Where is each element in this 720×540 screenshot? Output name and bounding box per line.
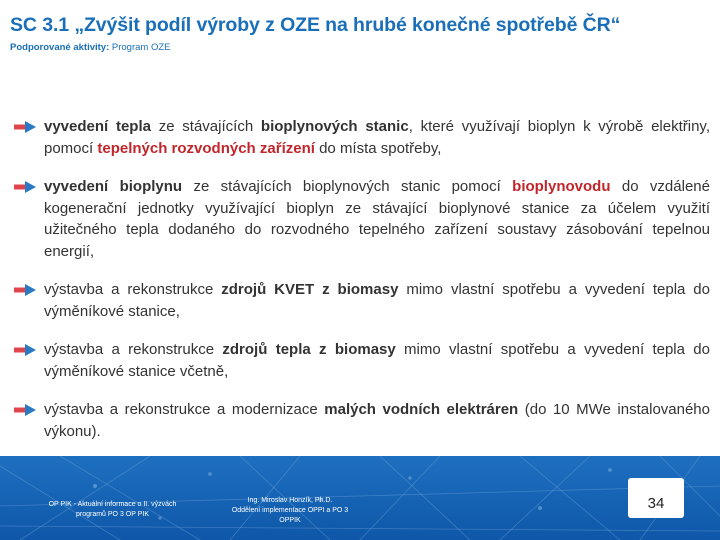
bullet-item [14,279,710,322]
arrow-right-icon [14,181,36,193]
slide-title: SC 3.1 „Zvýšit podíl výroby z OZE na hrubé konečné spotřebě ČR“ [10,14,621,36]
bullet-text: výstavba a rekonstrukce [44,281,222,298]
bullet-item [14,116,710,159]
footer-presenter-program: OPPIK [279,517,301,524]
bullet-text: malých vodních elektráren [324,401,519,418]
footer-bar [0,456,720,540]
bullet-text: (do 10 MWe instalovaného výkonu). [44,401,710,440]
footer-pattern [0,456,720,540]
bullet-text: , které využívají bioplyn k výrobě elektřiny, pomocí [44,118,710,157]
footer-left-line2: programů PO 3 OP PIK [75,511,149,518]
arrow-right-icon [14,404,36,416]
bullet-text: ze stávajících [150,118,261,135]
bullet-text: zdrojů KVET z biomasy [221,281,399,298]
bullet-text: výstavba a rekonstrukce a modernizace [44,401,325,418]
footer-left-text [30,500,195,520]
bullet-item [14,399,710,442]
bullet-text: do vzdálené kogenerační jednotky využívající bioplyn ze stávající bioplynové stanice za účelem využití užitečného tepla dodaného do rozvodného tepelného zařízení soustavy zásobování tepelnou energií, [44,178,710,260]
bullet-text: tepelných rozvodných zařízení [97,139,315,157]
footer-left-line1: OP PIK - Aktuální informace o II. výzvách [48,501,177,508]
bullet-item [14,176,710,262]
page-number: 34 [628,478,684,518]
bullet-text: mimo vlastní spotřebu a vyvedení tepla do výměníkové stanice, [44,281,710,320]
bullet-list [14,116,710,442]
bullet-text: mimo vlastní spotřebu a vyvedení tepla do výměníkové stanice včetně, [44,341,710,380]
subtitle-value: Program OZE [109,42,171,53]
slide-subtitle [10,42,171,53]
footer-presenter-name: Ing. Miroslav Honzík, Ph.D. [247,497,333,504]
bullet-text: ze stávajících bioplynových stanic pomocí [182,178,513,195]
bullet-text: do místa spotřeby, [314,139,442,157]
footer-presenter-dept: Oddělení implementace OPPI a PO 3 [231,507,349,514]
bullet-text: bioplynovodu [512,178,611,195]
arrow-right-icon [14,121,36,133]
bullet-text: vyvedení tepla [44,118,151,135]
bullet-text: bioplynových stanic [260,118,409,135]
bullet-text: zdrojů tepla z biomasy [222,341,396,358]
footer-presenter [220,496,360,526]
subtitle-label: Podporované aktivity: [10,42,110,53]
bullet-text: výstavba a rekonstrukce [44,341,223,358]
bullet-item [14,339,710,382]
bullet-text: vyvedení bioplynu [44,178,183,195]
arrow-right-icon [14,284,36,296]
arrow-right-icon [14,344,36,356]
